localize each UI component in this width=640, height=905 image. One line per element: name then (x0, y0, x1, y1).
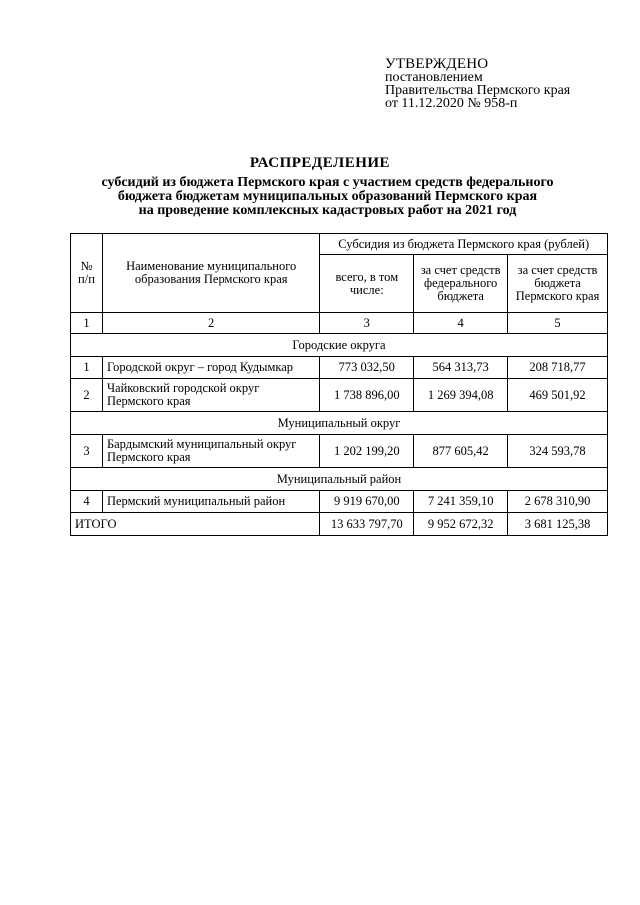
totals-total: 13 633 797,70 (320, 513, 414, 536)
table-row (71, 491, 608, 513)
row-total: 9 919 670,00 (320, 491, 414, 513)
header-name: Наименование муниципального образования Пермского края (102, 234, 319, 313)
totals-label: ИТОГО (71, 513, 320, 536)
section-title: Муниципальный округ (71, 412, 608, 435)
header-total: всего, в том числе: (320, 255, 414, 313)
row-name: Пермский муниципальный район (102, 491, 319, 513)
row-total: 1 738 896,00 (320, 379, 414, 412)
header-subsidy: Субсидия из бюджета Пермского края (рублей) (320, 234, 608, 255)
subtitle-line-1: субсидий из бюджета Пермского края с участием средств федерального (101, 175, 554, 190)
subtitle-line-3: на проведение комплексных кадастровых работ на 2021 год (138, 203, 517, 218)
document-subtitle (60, 176, 595, 218)
row-federal: 1 269 394,08 (414, 379, 508, 412)
approval-line-3: от 11.12.2020 № 958-п (385, 96, 518, 111)
row-federal: 877 605,42 (414, 435, 508, 468)
column-number: 1 (71, 313, 103, 334)
row-num: 3 (71, 435, 103, 468)
section-title: Муниципальный район (71, 468, 608, 491)
totals-row (71, 513, 608, 536)
row-federal: 7 241 359,10 (414, 491, 508, 513)
column-number-row (71, 313, 608, 334)
section-row (71, 468, 608, 491)
row-regional: 208 718,77 (508, 357, 608, 379)
row-num: 1 (71, 357, 103, 379)
header-federal: за счет средств федерального бюджета (414, 255, 508, 313)
section-row (71, 334, 608, 357)
totals-federal: 9 952 672,32 (414, 513, 508, 536)
row-name: Чайковский городской округ Пермского края (102, 379, 319, 412)
totals-regional: 3 681 125,38 (508, 513, 608, 536)
column-number: 3 (320, 313, 414, 334)
table-row (71, 435, 608, 468)
header-row-1 (71, 234, 608, 255)
column-number: 2 (102, 313, 319, 334)
document-title: РАСПРЕДЕЛЕНИЕ (249, 155, 391, 171)
header-regional: за счет средств бюджета Пермского края (508, 255, 608, 313)
subtitle-line-2: бюджета бюджетам муниципальных образований Пермского края (117, 189, 538, 204)
row-name: Городской округ – город Кудымкар (102, 357, 319, 379)
row-total: 1 202 199,20 (320, 435, 414, 468)
distribution-table (70, 233, 608, 536)
approval-line-2: Правительства Пермского края (385, 83, 571, 98)
section-title: Городские округа (71, 334, 608, 357)
column-number: 5 (508, 313, 608, 334)
row-num: 2 (71, 379, 103, 412)
row-num: 4 (71, 491, 103, 513)
approval-line-1: постановлением (385, 70, 483, 85)
table-row (71, 379, 608, 412)
table-row (71, 357, 608, 379)
column-number: 4 (414, 313, 508, 334)
row-federal: 564 313,73 (414, 357, 508, 379)
row-total: 773 032,50 (320, 357, 414, 379)
approval-stamp (385, 58, 625, 110)
row-name: Бардымский муниципальный округ Пермского края (102, 435, 319, 468)
approval-head: УТВЕРЖДЕНО (385, 56, 489, 72)
row-regional: 469 501,92 (508, 379, 608, 412)
row-regional: 2 678 310,90 (508, 491, 608, 513)
section-row (71, 412, 608, 435)
header-num: № п/п (71, 234, 103, 313)
row-regional: 324 593,78 (508, 435, 608, 468)
